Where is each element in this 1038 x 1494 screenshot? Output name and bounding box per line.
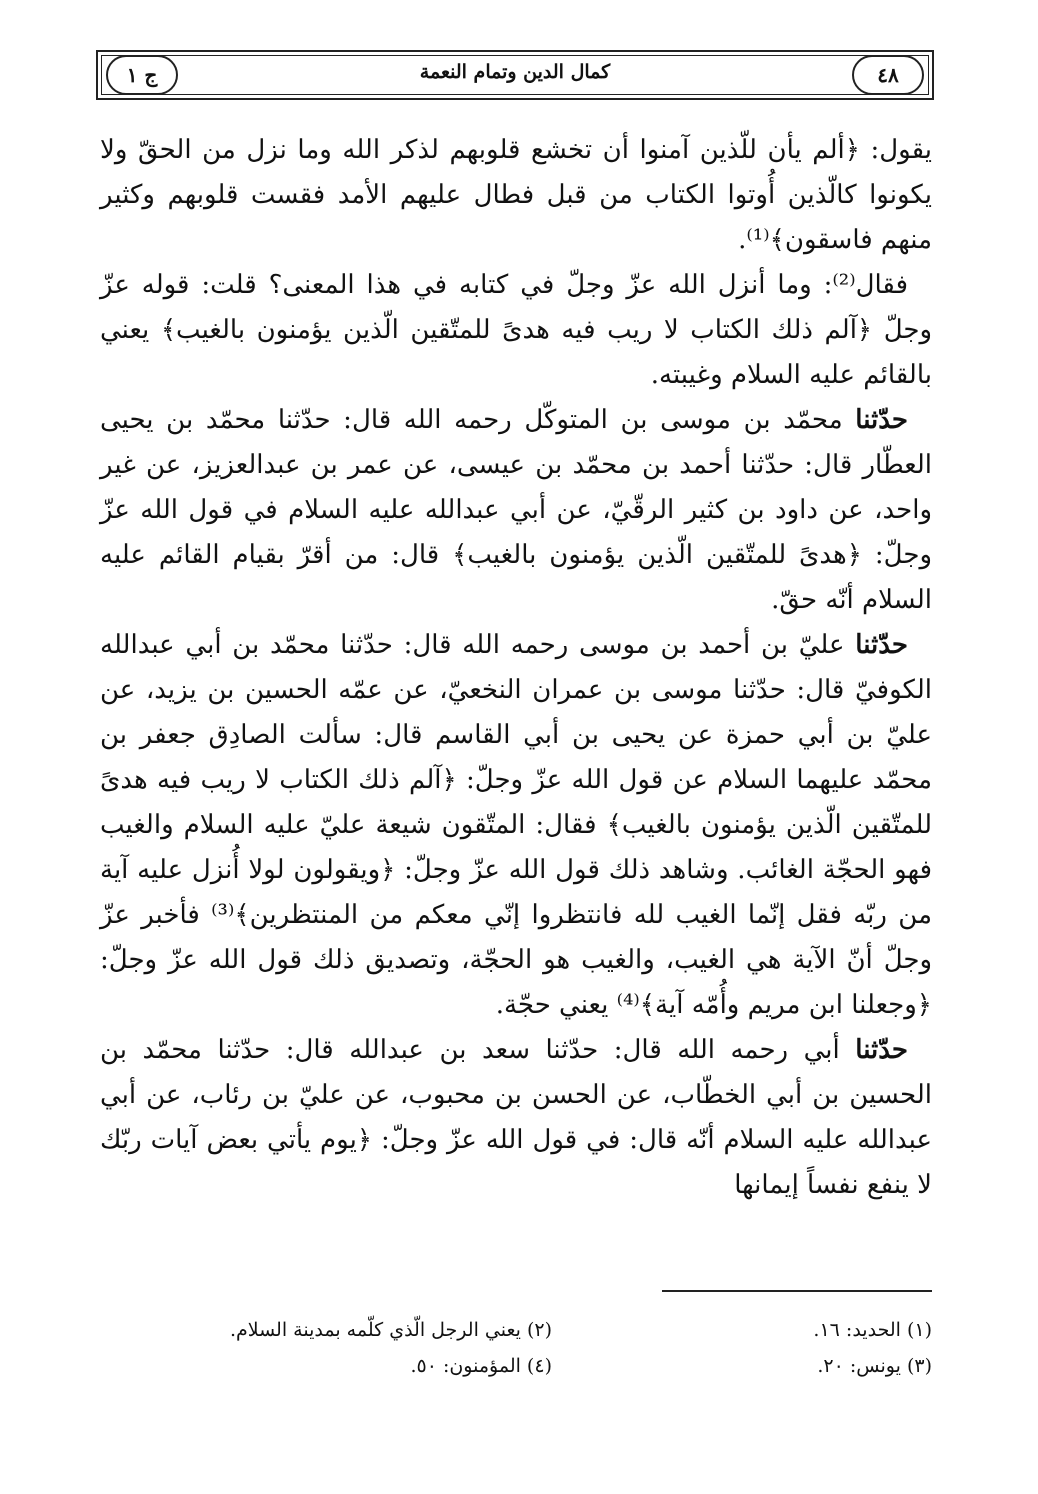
text-line: من المنتظرين﴾⁽³⁾ فأخبر عزّ وجلّ أنّ الآية هي الغيب، والغيب هو الحجّة، [100, 900, 933, 975]
running-header [96, 50, 934, 100]
narration-lead: حدّثنا [855, 405, 908, 435]
main-text [100, 128, 932, 1208]
footnote: (٤) المؤمنون: ٥٠. [410, 1355, 552, 1377]
text-line: أبي رحمه الله قال: حدّثنا سعد بن عبدالله قال: حدّثنا محمّد بن الحسين بن [100, 1035, 932, 1110]
page-number-cartouche [852, 55, 924, 95]
footnote-separator [662, 1290, 932, 1292]
text-line: أبي الخطّاب، عن الحسن بن محبوب، عن عليّ بن رئاب، عن أبي عبدالله عليه السلام [100, 1080, 932, 1155]
text-line: قال: حدّثنا موسى بن عمران النخعيّ، عن عمّه الحسين بن يزيد، عن عليّ بن أبي [100, 675, 933, 750]
book-title: كمال الدين وتمام النعمة [419, 61, 611, 83]
hadith-paragraph [100, 398, 932, 623]
text-line: منهم فاسقون﴾⁽¹⁾. [738, 225, 932, 255]
hadith-paragraph [100, 1028, 932, 1208]
text-line: عليّ بن أحمد بن موسى رحمه الله قال: حدّثنا محمّد بن أبي عبدالله الكوفيّ [100, 630, 933, 705]
footnotes [130, 1312, 932, 1384]
text-line: فقال: المتّقون شيعة عليّ عليه السلام والغيب فهو الحجّة الغائب. وشاهد ذلك قول الله عزّ [100, 810, 933, 885]
text-line: وجلّ: ﴿ويقولون لولا أُنزل عليه آية من ربّه فقل إنّما الغيب لله فانتظروا إنّي معكم [100, 855, 933, 930]
footnote: (٣) يونس: ٢٠. [817, 1355, 932, 1377]
text-line: داود بن كثير الرقّيّ، عن أبي عبدالله عليه السلام في قول الله عزّ وجلّ: ﴿هدىً للمتّقين [100, 495, 932, 570]
footnote-row [130, 1348, 932, 1384]
text-line: ولا يكونوا كالّذين أُوتوا الكتاب من قبل فطال عليهم الأمد فقست قلوبهم وكثير [100, 135, 932, 210]
text-line: قال: حدّثنا أحمد بن محمّد بن عيسى، عن عمر بن عبدالعزيز، عن غير واحد، عن [100, 450, 933, 525]
volume-cartouche [106, 55, 178, 95]
text-line: بالقائم عليه السلام وغيبته. [650, 360, 932, 390]
text-line: حمزة عن يحيى بن أبي القاسم قال: سألت الصادِق جعفر بن محمّد عليهما السلام عن قول [100, 720, 932, 795]
paragraph [100, 128, 932, 263]
text-line: الله عزّ وجلّ: ﴿آلم ذلك الكتاب لا ريب فيه هدىً للمتّقين الّذين يؤمنون بالغيب﴾ [100, 765, 933, 840]
narration-lead: حدّثنا [855, 630, 908, 660]
text-line: فقال⁽²⁾: وما أنزل الله عزّ وجلّ في كتابه في هذا المعنى؟ قلت: قوله عزّ وجلّ [100, 270, 933, 345]
text-line: وتصديق ذلك قول الله عزّ وجلّ: ﴿وجعلنا ابن مريم وأُمّه آية﴾⁽⁴⁾ يعني حجّة. [100, 945, 932, 1020]
narration-lead: حدّثنا [855, 1035, 908, 1065]
paragraph [100, 263, 932, 398]
footnote: (٢) يعني الرجل الّذي كلّمه بمدينة السلام. [229, 1319, 552, 1341]
volume-number: ج ١ [126, 63, 158, 87]
page-number: ٤٨ [877, 63, 899, 87]
text-line: محمّد بن موسى بن المتوكّل رحمه الله قال: حدّثنا محمّد بن يحيى العطّار [100, 405, 932, 480]
text-line: ﴿آلم ذلك الكتاب لا ريب فيه هدىً للمتّقين الّذين يؤمنون بالغيب﴾ يعني [100, 315, 873, 345]
hadith-paragraph [100, 623, 932, 1028]
text-line: الّذين يؤمنون بالغيب﴾ قال: من أقرّ بقيام القائم عليه السلام أنّه حقّ. [100, 540, 932, 615]
text-line: يقول: ﴿ألم يأن للّذين آمنوا أن تخشع قلوبهم لذكر الله وما نزل من الحقّ [137, 135, 932, 165]
text-line: أنّه قال: في قول الله عزّ وجلّ: ﴿يوم يأتي بعض آيات ربّك لا ينفع نفساً إيمانها [100, 1125, 932, 1200]
footnote: (١) الحديد: ١٦. [813, 1319, 932, 1341]
footnote-row [130, 1312, 932, 1348]
